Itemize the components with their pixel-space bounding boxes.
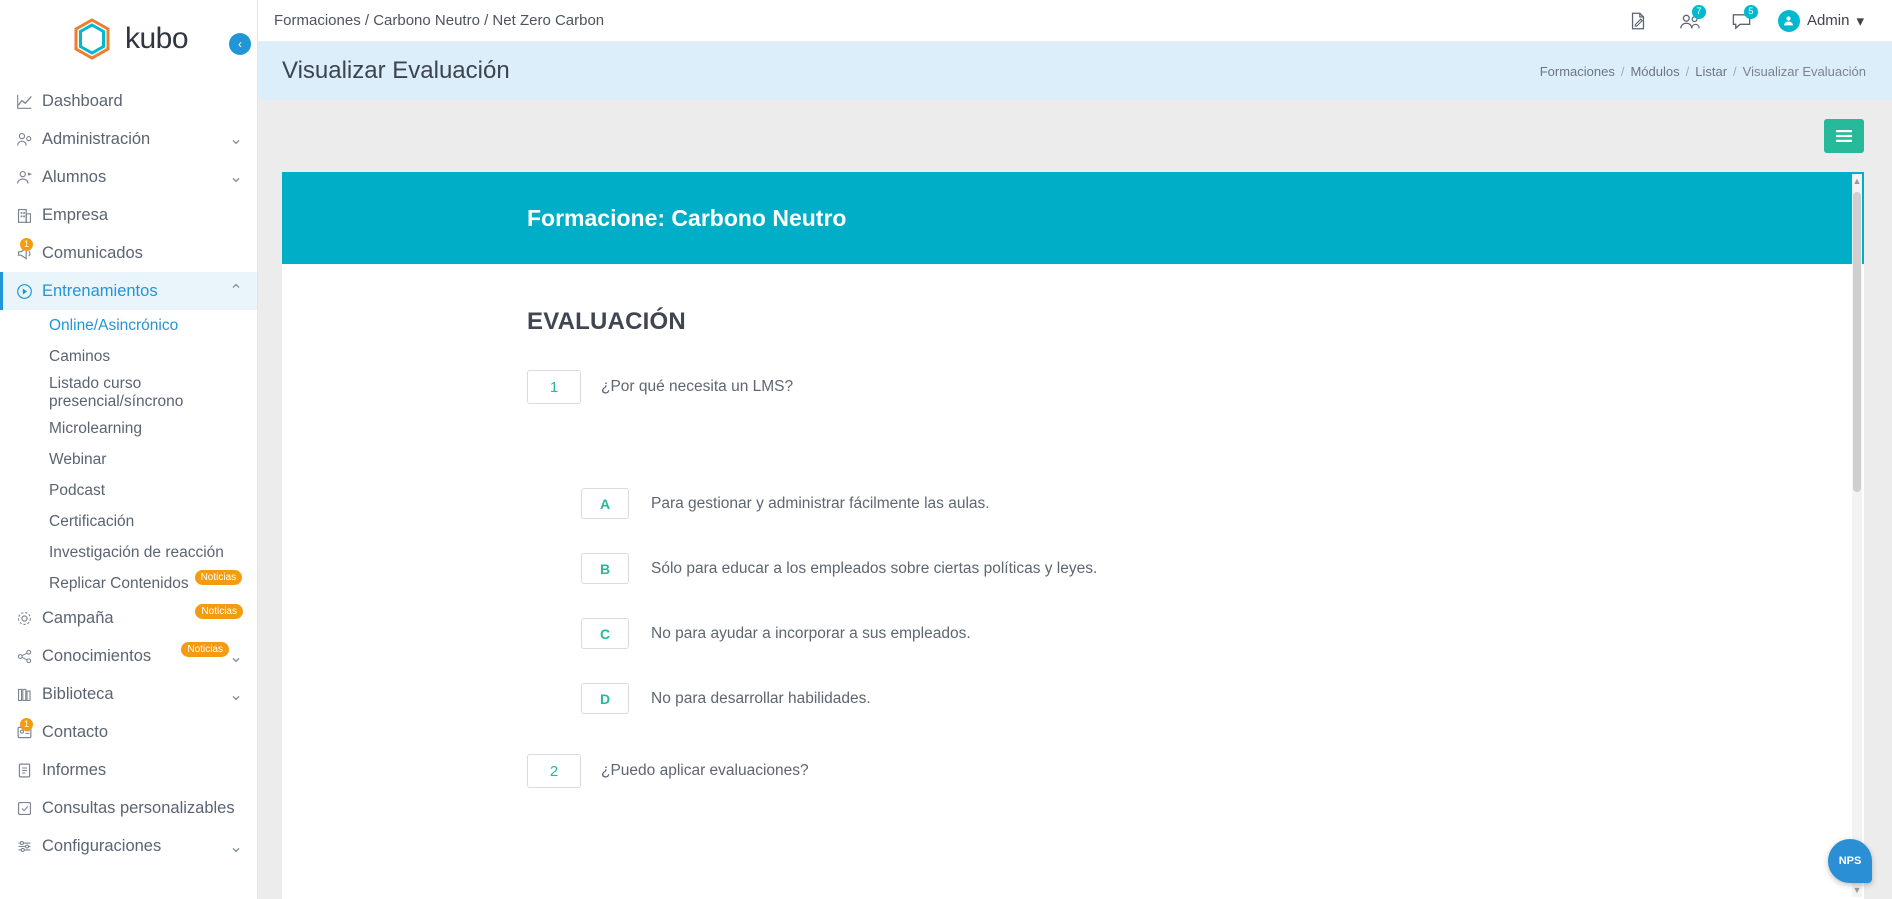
contacto-count-badge: 1 — [20, 718, 33, 731]
scroll-down-arrow-icon[interactable]: ▼ — [1852, 885, 1862, 895]
sidebar-item-dashboard[interactable] — [0, 82, 257, 120]
breadcrumb-separator: / — [1620, 63, 1625, 79]
sidebar-item-investigacion-reaccion[interactable] — [0, 538, 257, 569]
news-badge: Noticias — [195, 604, 243, 619]
report-icon — [16, 762, 42, 779]
chevron-down-icon: ⌄ — [229, 647, 243, 666]
sidebar-item-label: Dashboard — [42, 91, 123, 110]
top-actions — [1612, 0, 1878, 42]
answer-text: No para ayudar a incorporar a sus empleados. — [651, 624, 971, 642]
news-badge: Noticias — [195, 570, 243, 585]
chevron-down-icon: ⌄ — [229, 130, 243, 148]
breadcrumb-item-formaciones[interactable]: Formaciones — [1539, 63, 1615, 79]
play-circle-icon — [16, 283, 42, 300]
page-header — [258, 42, 1892, 100]
user-menu[interactable] — [1768, 10, 1878, 32]
sidebar-item-certificacion[interactable] — [0, 507, 257, 538]
answer-option-b[interactable] — [581, 553, 1864, 584]
sidebar — [0, 0, 258, 899]
sidebar-item-informes[interactable] — [0, 752, 257, 790]
sliders-icon — [16, 838, 42, 855]
sidebar-item-label: Consultas personalizables — [42, 799, 235, 818]
breadcrumb-separator: / — [1733, 63, 1737, 79]
sidebar-item-podcast[interactable] — [0, 476, 257, 507]
answer-letter: A — [581, 488, 629, 519]
user-avatar-icon — [1778, 10, 1800, 32]
sidebar-item-label: Entrenamientos — [42, 281, 158, 300]
users-icon[interactable] — [1664, 0, 1716, 42]
sidebar-collapse-button[interactable] — [229, 33, 251, 55]
sidebar-item-label: Empresa — [42, 205, 109, 224]
sidebar-item-listado-curso-presencial[interactable] — [0, 372, 257, 414]
content-area — [258, 172, 1892, 899]
top-breadcrumb: Formaciones / Carbono Neutro / Net Zero Carbon — [274, 12, 605, 29]
users-gear-icon — [16, 131, 42, 148]
sidebar-item-microlearning[interactable] — [0, 414, 257, 445]
sidebar-subitem-label: Online/Asincrónico — [49, 316, 179, 334]
brand-name: kubo — [124, 22, 189, 55]
content-scrollbar[interactable] — [1852, 174, 1862, 897]
course-banner — [282, 172, 1864, 264]
chart-line-icon — [16, 93, 42, 110]
sidebar-item-biblioteca[interactable] — [0, 676, 257, 714]
books-icon — [16, 686, 42, 703]
sidebar-item-comunicados[interactable] — [0, 234, 257, 272]
hexagon-logo-icon — [69, 16, 115, 62]
breadcrumb — [1540, 64, 1866, 79]
sidebar-item-entrenamientos[interactable] — [0, 272, 257, 310]
chat-count-badge: 5 — [1744, 5, 1758, 19]
sidebar-subitem-label: Podcast — [49, 482, 106, 500]
entrenamientos-submenu — [0, 310, 257, 600]
evaluation-card — [282, 172, 1864, 899]
sidebar-item-label: Campaña — [42, 609, 114, 628]
sidebar-item-replicar-contenidos[interactable] — [0, 569, 257, 600]
query-icon — [16, 800, 42, 817]
gear-icon — [16, 610, 42, 627]
sidebar-item-label: Alumnos — [42, 167, 107, 186]
evaluation-body — [282, 264, 1864, 788]
sidebar-subitem-label: Microlearning — [49, 420, 143, 438]
sidebar-item-alumnos[interactable] — [0, 158, 257, 196]
news-badge: Noticias — [181, 642, 229, 657]
caret-down-icon: ▾ — [1856, 12, 1864, 30]
chat-icon[interactable] — [1716, 0, 1768, 42]
sidebar-item-label: Informes — [42, 761, 107, 780]
sidebar-item-label: Biblioteca — [42, 685, 114, 704]
sidebar-subitem-label: Investigación de reacción — [49, 544, 224, 562]
sidebar-subitem-label: Caminos — [49, 347, 111, 365]
breadcrumb-item-current: Visualizar Evaluación — [1742, 63, 1866, 79]
users-count-badge: 7 — [1692, 5, 1706, 19]
list-menu-button[interactable] — [1824, 119, 1864, 153]
answer-text: Sólo para educar a los empleados sobre ciertas políticas y leyes. — [651, 559, 1098, 577]
question-number: 1 — [527, 370, 581, 404]
sidebar-subitem-label: Webinar — [49, 451, 107, 469]
sidebar-item-caminos[interactable] — [0, 341, 257, 372]
breadcrumb-item-modulos[interactable]: Módulos — [1630, 63, 1680, 79]
share-nodes-icon — [16, 648, 42, 665]
building-icon — [16, 207, 42, 224]
sidebar-item-online-asincronico[interactable] — [0, 310, 257, 341]
edit-document-icon[interactable] — [1612, 0, 1664, 42]
sidebar-item-label: Administración — [42, 129, 151, 148]
sidebar-item-label: Configuraciones — [42, 837, 162, 856]
course-banner-title: Formacione: Carbono Neutro — [527, 204, 847, 231]
brand-logo[interactable] — [0, 0, 257, 78]
sidebar-item-configuraciones[interactable] — [0, 828, 257, 866]
answer-letter: B — [581, 553, 629, 584]
sidebar-item-consultas-personalizables[interactable] — [0, 790, 257, 828]
answer-option-a[interactable] — [581, 488, 1864, 519]
sidebar-item-contacto[interactable] — [0, 714, 257, 752]
sidebar-item-label: Contacto — [42, 723, 109, 742]
sidebar-subitem-label: Replicar Contenidos — [49, 575, 189, 593]
student-icon — [16, 169, 42, 186]
scroll-up-arrow-icon[interactable]: ▲ — [1852, 176, 1862, 186]
answer-option-d[interactable] — [581, 683, 1864, 714]
chevron-down-icon: ⌄ — [229, 168, 243, 186]
sidebar-item-administracion[interactable] — [0, 120, 257, 158]
nps-label: NPS — [1838, 855, 1862, 867]
answer-letter: C — [581, 618, 629, 649]
scrollbar-thumb[interactable] — [1853, 192, 1861, 492]
question-text: ¿Por qué necesita un LMS? — [601, 378, 794, 395]
sidebar-item-campana[interactable] — [0, 600, 257, 638]
breadcrumb-separator: / — [1685, 63, 1690, 79]
chevron-down-icon: ⌄ — [229, 685, 243, 704]
answer-letter: D — [581, 683, 629, 714]
sidebar-item-conocimientos[interactable] — [0, 638, 257, 676]
answers-list — [527, 488, 1864, 714]
sidebar-item-label: Comunicados — [42, 243, 143, 262]
question-number: 2 — [527, 754, 581, 788]
chevron-down-icon: ⌄ — [229, 837, 243, 856]
top-bar — [258, 0, 1892, 42]
question-2 — [527, 754, 1864, 788]
answer-text: No para desarrollar habilidades. — [651, 689, 871, 707]
sidebar-item-webinar[interactable] — [0, 445, 257, 476]
comunicados-count-badge: 1 — [20, 238, 33, 251]
chevron-up-icon: ⌃ — [229, 282, 243, 300]
chevron-left-icon: ‹ — [238, 37, 242, 51]
content-toolbar — [258, 100, 1892, 172]
answer-text: Para gestionar y administrar fácilmente las aulas. — [651, 494, 990, 512]
sidebar-subitem-label: Listado curso presencial/síncrono — [49, 375, 184, 410]
user-name-label: Admin — [1806, 12, 1850, 29]
sidebar-subitem-label: Certificación — [49, 513, 135, 531]
nps-feedback-button[interactable] — [1828, 839, 1872, 883]
question-text: ¿Puedo aplicar evaluaciones? — [601, 762, 809, 779]
list-menu-icon — [1835, 129, 1853, 143]
sidebar-item-empresa[interactable] — [0, 196, 257, 234]
answer-option-c[interactable] — [581, 618, 1864, 649]
question-1 — [527, 370, 1864, 404]
main-region — [258, 0, 1892, 899]
sidebar-item-label: Conocimientos — [42, 647, 152, 666]
page-title: Visualizar Evaluación — [282, 57, 510, 84]
evaluation-section-title: EVALUACIÓN — [527, 308, 686, 335]
breadcrumb-item-listar[interactable]: Listar — [1695, 63, 1728, 79]
sidebar-nav — [0, 78, 257, 866]
